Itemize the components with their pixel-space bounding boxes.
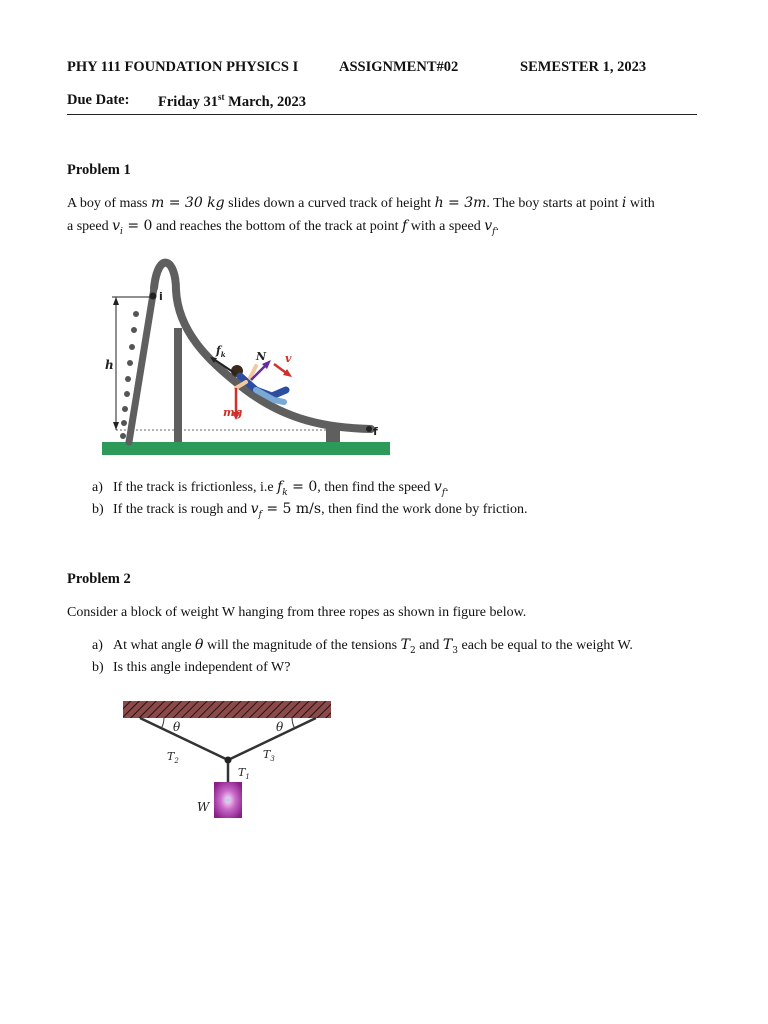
text: A boy of mass: [67, 196, 151, 211]
math-sub: 3: [452, 645, 458, 656]
question-1b: [92, 499, 692, 521]
math-sub: f: [258, 509, 262, 520]
math: h = 3m: [434, 195, 487, 211]
label-t2: $T_2$: [167, 750, 179, 765]
question-text: [113, 479, 449, 498]
question-label: a): [92, 480, 103, 495]
math: θ: [195, 636, 204, 653]
math-sub: 2: [409, 645, 416, 656]
question-text: [113, 501, 528, 520]
question-1a: [92, 477, 692, 499]
rope-figure: [118, 696, 338, 826]
label-fk: $f_k$: [216, 344, 226, 359]
slide-figure: [96, 250, 396, 462]
problem-2-intro: Consider a block of weight W hanging from three ropes as shown in figure below.: [67, 605, 527, 620]
label-i: i: [159, 290, 163, 303]
assignment-number: ASSIGNMENT#02: [339, 59, 459, 75]
math-sub: f: [492, 226, 496, 237]
question-2a: [92, 635, 692, 657]
text: each be equal to the weight W.: [457, 637, 633, 653]
text: and reaches the bottom of the track at point: [152, 219, 403, 234]
label-mg: mg: [223, 406, 243, 419]
slide-track: [154, 263, 371, 429]
math: T: [442, 636, 453, 653]
text: .: [445, 479, 449, 495]
text: and: [415, 637, 443, 653]
math: = 0: [287, 478, 318, 495]
due-date-label: Due Date:: [67, 92, 130, 108]
label-w: W: [197, 800, 210, 814]
math: f: [277, 478, 283, 495]
question-text: [113, 637, 633, 656]
text: slides down a curved track of height: [224, 196, 435, 211]
due-month-year: March, 2023: [224, 93, 307, 110]
question-text: Is this angle independent of W?: [113, 660, 291, 675]
text: If the track is rough and: [113, 501, 251, 517]
problem-1-title: Problem 1: [67, 162, 131, 178]
text: with a speed: [407, 219, 485, 234]
math: v: [250, 500, 259, 517]
math: f: [402, 218, 408, 234]
label-t3: $T_3$: [263, 748, 275, 763]
due-day: Friday 31: [158, 93, 219, 110]
text: . The boy starts at point: [486, 196, 622, 211]
angle-arc-left: [161, 718, 164, 729]
due-date-value: [158, 92, 306, 111]
label-h: h: [105, 358, 114, 372]
math: T: [400, 636, 410, 653]
label-velocity: v: [285, 352, 292, 365]
text: , then find the speed: [317, 479, 434, 495]
math: i: [621, 195, 627, 211]
problem-1-statement: [67, 192, 697, 243]
theta-right: θ: [276, 720, 284, 734]
problem-2-questions: [92, 635, 692, 679]
math: m = 30 kg: [151, 195, 225, 211]
ground: [102, 442, 390, 455]
math: v: [484, 218, 493, 234]
point-f: [366, 426, 372, 432]
math: v: [433, 478, 442, 495]
text: If the track is frictionless, i.e: [113, 479, 278, 495]
text: with: [626, 196, 655, 211]
label-t1: $T_1$: [238, 766, 250, 781]
problem-1-questions: [92, 477, 692, 521]
semester: SEMESTER 1, 2023: [520, 59, 647, 75]
point-i: [150, 293, 157, 300]
question-2b: [92, 657, 692, 679]
text: , then find the work done by friction.: [321, 501, 528, 517]
course-title: PHY 111 FOUNDATION PHYSICS I: [67, 59, 299, 75]
problem-2-title: Problem 2: [67, 571, 131, 587]
label-normal: N: [256, 350, 267, 363]
knot: [225, 757, 232, 764]
question-label: a): [92, 638, 103, 653]
math: = 5 m/s: [261, 500, 322, 517]
header-divider: [67, 114, 697, 115]
rope-t2: [140, 718, 228, 760]
text: will the magnitude of the tensions: [203, 637, 401, 653]
text: .: [495, 219, 499, 234]
theta-left: θ: [173, 720, 181, 734]
math-sub: f: [441, 487, 446, 498]
math: v: [112, 218, 121, 234]
math-sub: k: [282, 487, 288, 498]
rope-t3: [228, 718, 316, 760]
ladder-leg: [129, 288, 154, 442]
question-label: b): [92, 660, 104, 675]
ceiling: [123, 701, 331, 718]
label-f: f: [373, 425, 378, 438]
math-sub: i: [120, 226, 123, 237]
text: a speed: [67, 219, 113, 234]
math: = 0: [122, 218, 153, 234]
due-day-suffix: st: [218, 92, 225, 102]
text: At what angle: [113, 637, 196, 653]
angle-arc-right: [292, 718, 295, 729]
question-label: b): [92, 502, 104, 517]
